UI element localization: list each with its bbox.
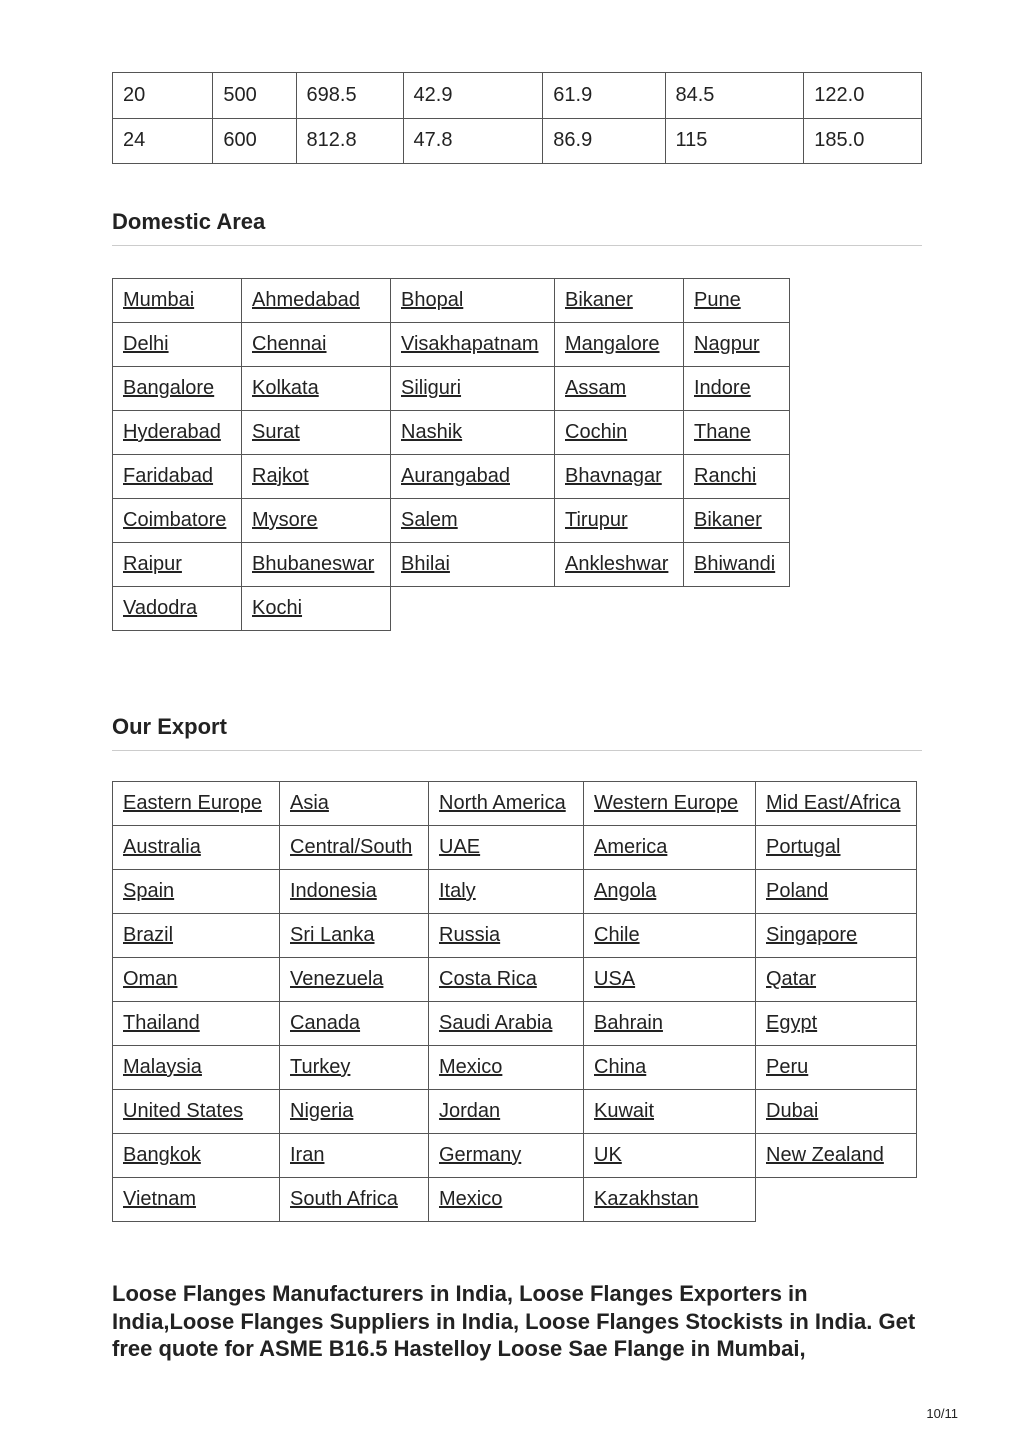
- city-cell[interactable]: [684, 543, 790, 587]
- location-link[interactable]: Cochin: [565, 421, 628, 443]
- location-link[interactable]: Ahmedabad: [252, 289, 360, 311]
- country-cell[interactable]: [584, 1046, 756, 1090]
- table-row: [113, 1046, 917, 1090]
- location-link[interactable]: Brazil: [123, 924, 174, 946]
- location-link[interactable]: United States: [123, 1100, 244, 1122]
- location-link[interactable]: Bhopal: [401, 289, 464, 311]
- country-cell[interactable]: [429, 1178, 584, 1222]
- country-cell[interactable]: [113, 870, 280, 914]
- table-row: [113, 1002, 917, 1046]
- city-cell[interactable]: [242, 323, 391, 367]
- location-link[interactable]: Nagpur: [694, 333, 760, 355]
- country-cell[interactable]: [113, 1002, 280, 1046]
- location-link[interactable]: North America: [439, 792, 566, 814]
- city-cell[interactable]: [113, 543, 242, 587]
- country-cell[interactable]: [113, 914, 280, 958]
- city-cell[interactable]: [555, 543, 684, 587]
- location-link[interactable]: Vadodra: [123, 597, 198, 619]
- location-link[interactable]: Delhi: [123, 333, 169, 355]
- location-link[interactable]: Ranchi: [694, 465, 757, 487]
- table-cell: 42.9: [403, 73, 543, 119]
- location-link[interactable]: Kolkata: [252, 377, 319, 399]
- country-cell[interactable]: [756, 1090, 917, 1134]
- location-link[interactable]: Singapore: [766, 924, 858, 946]
- country-cell[interactable]: [429, 914, 584, 958]
- city-cell[interactable]: [684, 279, 790, 323]
- table-row: [113, 587, 790, 631]
- location-link[interactable]: Surat: [252, 421, 300, 443]
- country-cell[interactable]: [756, 782, 917, 826]
- location-link[interactable]: Kazakhstan: [594, 1188, 699, 1210]
- location-link[interactable]: Chile: [594, 924, 640, 946]
- table-row: [113, 411, 790, 455]
- location-link[interactable]: America: [594, 836, 668, 858]
- table-cell: 47.8: [403, 118, 543, 164]
- location-link[interactable]: Bangkok: [123, 1144, 201, 1166]
- location-link[interactable]: Western Europe: [594, 792, 739, 814]
- table-row: [113, 543, 790, 587]
- country-cell[interactable]: [756, 826, 917, 870]
- domestic-area-table: [112, 278, 790, 631]
- location-link[interactable]: Assam: [565, 377, 627, 399]
- country-cell[interactable]: [429, 1002, 584, 1046]
- country-cell[interactable]: [584, 1090, 756, 1134]
- city-cell[interactable]: [684, 455, 790, 499]
- location-link[interactable]: Tirupur: [565, 509, 628, 531]
- location-link[interactable]: Faridabad: [123, 465, 214, 487]
- country-cell[interactable]: [584, 1134, 756, 1178]
- location-link[interactable]: Mangalore: [565, 333, 660, 355]
- city-cell[interactable]: [242, 543, 391, 587]
- location-link[interactable]: Bhavnagar: [565, 465, 662, 487]
- location-link[interactable]: Bhubaneswar: [252, 553, 375, 575]
- location-link[interactable]: Qatar: [766, 968, 817, 990]
- city-cell[interactable]: [242, 411, 391, 455]
- country-cell[interactable]: [429, 958, 584, 1002]
- location-link[interactable]: Italy: [439, 880, 476, 902]
- city-cell[interactable]: [391, 543, 555, 587]
- location-link[interactable]: New Zealand: [766, 1144, 884, 1166]
- location-link[interactable]: Rajkot: [252, 465, 309, 487]
- page-number: 10/11: [926, 1406, 958, 1421]
- country-cell[interactable]: [113, 1090, 280, 1134]
- location-link[interactable]: USA: [594, 968, 636, 990]
- city-cell[interactable]: [242, 367, 391, 411]
- country-cell[interactable]: [280, 1002, 429, 1046]
- location-link[interactable]: Angola: [594, 880, 657, 902]
- country-cell[interactable]: [280, 826, 429, 870]
- location-link[interactable]: Canada: [290, 1012, 361, 1034]
- table-row: [113, 455, 790, 499]
- table-cell: 185.0: [804, 118, 922, 164]
- location-link[interactable]: Mysore: [252, 509, 318, 531]
- country-cell[interactable]: [113, 782, 280, 826]
- table-row: [113, 499, 790, 543]
- country-cell[interactable]: [280, 1046, 429, 1090]
- location-link[interactable]: Pune: [694, 289, 741, 311]
- location-link[interactable]: China: [594, 1056, 647, 1078]
- country-cell[interactable]: [429, 870, 584, 914]
- location-link[interactable]: UAE: [439, 836, 481, 858]
- location-link[interactable]: Saudi Arabia: [439, 1012, 553, 1034]
- country-cell[interactable]: [429, 1090, 584, 1134]
- table-cell: 20: [113, 73, 213, 119]
- table-cell: 698.5: [296, 73, 403, 119]
- location-link[interactable]: Indore: [694, 377, 751, 399]
- city-cell[interactable]: [242, 279, 391, 323]
- table-row: [113, 958, 917, 1002]
- city-cell[interactable]: [391, 279, 555, 323]
- location-link[interactable]: Siliguri: [401, 377, 462, 399]
- country-cell[interactable]: [429, 826, 584, 870]
- location-link[interactable]: Visakhapatnam: [401, 333, 539, 355]
- city-cell[interactable]: [555, 411, 684, 455]
- location-link[interactable]: Ankleshwar: [565, 553, 669, 575]
- country-cell[interactable]: [280, 914, 429, 958]
- table-cell: 600: [213, 118, 296, 164]
- city-cell[interactable]: [113, 587, 242, 631]
- country-cell[interactable]: [113, 1046, 280, 1090]
- domestic-area-heading: Domestic Area: [112, 209, 922, 246]
- location-link[interactable]: Iran: [290, 1144, 325, 1166]
- city-cell[interactable]: [555, 455, 684, 499]
- location-link[interactable]: Bikaner: [694, 509, 762, 531]
- location-link[interactable]: Thailand: [123, 1012, 200, 1034]
- city-cell[interactable]: [242, 455, 391, 499]
- country-cell[interactable]: [113, 826, 280, 870]
- city-cell[interactable]: [684, 367, 790, 411]
- country-cell[interactable]: [429, 1134, 584, 1178]
- empty-cell: [684, 587, 790, 631]
- location-link[interactable]: Eastern Europe: [123, 792, 262, 814]
- our-export-table: [112, 781, 917, 1222]
- location-link[interactable]: Hyderabad: [123, 421, 221, 443]
- location-link[interactable]: Germany: [439, 1144, 522, 1166]
- location-link[interactable]: Oman: [123, 968, 178, 990]
- location-link[interactable]: Bhiwandi: [694, 553, 776, 575]
- table-cell: 115: [665, 118, 804, 164]
- table-row: [113, 73, 922, 119]
- table-cell: 24: [113, 118, 213, 164]
- location-link[interactable]: Bikaner: [565, 289, 633, 311]
- city-cell[interactable]: [555, 367, 684, 411]
- table-cell: 500: [213, 73, 296, 119]
- table-cell: 122.0: [804, 73, 922, 119]
- city-cell[interactable]: [684, 323, 790, 367]
- empty-cell: [756, 1178, 917, 1222]
- country-cell[interactable]: [113, 1134, 280, 1178]
- country-cell[interactable]: [584, 914, 756, 958]
- location-link[interactable]: Central/South: [290, 836, 413, 858]
- city-cell[interactable]: [391, 323, 555, 367]
- country-cell[interactable]: [113, 1178, 280, 1222]
- country-cell[interactable]: [584, 1002, 756, 1046]
- location-link[interactable]: Coimbatore: [123, 509, 227, 531]
- location-link[interactable]: Jordan: [439, 1100, 501, 1122]
- country-cell[interactable]: [756, 870, 917, 914]
- location-link[interactable]: Chennai: [252, 333, 327, 355]
- table-row: [113, 1134, 917, 1178]
- location-link[interactable]: Asia: [290, 792, 329, 814]
- location-link[interactable]: Venezuela: [290, 968, 384, 990]
- location-link[interactable]: Portugal: [766, 836, 841, 858]
- country-cell[interactable]: [280, 1090, 429, 1134]
- city-cell[interactable]: [391, 367, 555, 411]
- location-link[interactable]: Dubai: [766, 1100, 819, 1122]
- location-link[interactable]: Turkey: [290, 1056, 351, 1078]
- city-cell[interactable]: [684, 411, 790, 455]
- table-row: [113, 826, 917, 870]
- location-link[interactable]: Nigeria: [290, 1100, 354, 1122]
- city-cell[interactable]: [113, 279, 242, 323]
- country-cell[interactable]: [280, 782, 429, 826]
- location-link[interactable]: Aurangabad: [401, 465, 510, 487]
- country-cell[interactable]: [584, 826, 756, 870]
- city-cell[interactable]: [555, 499, 684, 543]
- footer-description: Loose Flanges Manufacturers in India, Loose Flanges Exporters in India,Loose Flanges Suppliers in India, Loose Flanges Stockists in India. Get free quote for ASME B16.5 Hastelloy Loose Sae Flange in Mumbai,: [112, 1281, 916, 1361]
- location-link[interactable]: Spain: [123, 880, 175, 902]
- table-row: [113, 914, 917, 958]
- location-link[interactable]: Bahrain: [594, 1012, 663, 1034]
- table-cell: 812.8: [296, 118, 403, 164]
- city-cell[interactable]: [391, 411, 555, 455]
- location-link[interactable]: Kuwait: [594, 1100, 655, 1122]
- city-cell[interactable]: [113, 499, 242, 543]
- location-link[interactable]: Kochi: [252, 597, 303, 619]
- location-link[interactable]: Australia: [123, 836, 201, 858]
- location-link[interactable]: South Africa: [290, 1188, 398, 1210]
- location-link[interactable]: Salem: [401, 509, 458, 531]
- location-link[interactable]: Indonesia: [290, 880, 377, 902]
- country-cell[interactable]: [756, 914, 917, 958]
- location-link[interactable]: Mexico: [439, 1056, 503, 1078]
- country-cell[interactable]: [584, 870, 756, 914]
- table-row: [113, 118, 922, 164]
- location-link[interactable]: Peru: [766, 1056, 809, 1078]
- table-row: [113, 367, 790, 411]
- location-link[interactable]: Nashik: [401, 421, 463, 443]
- location-link[interactable]: Bhilai: [401, 553, 450, 575]
- location-link[interactable]: Egypt: [766, 1012, 818, 1034]
- empty-cell: [555, 587, 684, 631]
- table-row: [113, 1178, 917, 1222]
- location-link[interactable]: Costa Rica: [439, 968, 537, 990]
- country-cell[interactable]: [113, 958, 280, 1002]
- city-cell[interactable]: [242, 587, 391, 631]
- city-cell[interactable]: [555, 279, 684, 323]
- city-cell[interactable]: [684, 499, 790, 543]
- location-link[interactable]: UK: [594, 1144, 622, 1166]
- empty-cell: [391, 587, 555, 631]
- country-cell[interactable]: [756, 958, 917, 1002]
- city-cell[interactable]: [242, 499, 391, 543]
- city-cell[interactable]: [113, 367, 242, 411]
- location-link[interactable]: Thane: [694, 421, 751, 443]
- table-row: [113, 323, 790, 367]
- country-cell[interactable]: [429, 1046, 584, 1090]
- country-cell[interactable]: [280, 1178, 429, 1222]
- location-link[interactable]: Sri Lanka: [290, 924, 375, 946]
- country-cell[interactable]: [584, 782, 756, 826]
- city-cell[interactable]: [113, 411, 242, 455]
- table-cell: 84.5: [665, 73, 804, 119]
- country-cell[interactable]: [756, 1134, 917, 1178]
- country-cell[interactable]: [584, 1178, 756, 1222]
- location-link[interactable]: Raipur: [123, 553, 182, 575]
- table-cell: 61.9: [543, 73, 665, 119]
- location-link[interactable]: Russia: [439, 924, 501, 946]
- location-link[interactable]: Mumbai: [123, 289, 195, 311]
- location-link[interactable]: Malaysia: [123, 1056, 202, 1078]
- flange-dimensions-table: [112, 72, 922, 164]
- country-cell[interactable]: [429, 782, 584, 826]
- location-link[interactable]: Mid East/Africa: [766, 792, 901, 814]
- location-link[interactable]: Poland: [766, 880, 829, 902]
- our-export-heading: Our Export: [112, 714, 922, 751]
- city-cell[interactable]: [391, 499, 555, 543]
- table-row: [113, 279, 790, 323]
- location-link[interactable]: Bangalore: [123, 377, 215, 399]
- country-cell[interactable]: [280, 1134, 429, 1178]
- location-link[interactable]: Mexico: [439, 1188, 503, 1210]
- table-row: [113, 870, 917, 914]
- table-cell: 86.9: [543, 118, 665, 164]
- city-cell[interactable]: [113, 455, 242, 499]
- country-cell[interactable]: [584, 958, 756, 1002]
- country-cell[interactable]: [756, 1002, 917, 1046]
- location-link[interactable]: Vietnam: [123, 1188, 197, 1210]
- country-cell[interactable]: [280, 958, 429, 1002]
- city-cell[interactable]: [113, 323, 242, 367]
- city-cell[interactable]: [391, 455, 555, 499]
- country-cell[interactable]: [756, 1046, 917, 1090]
- table-row: [113, 782, 917, 826]
- city-cell[interactable]: [555, 323, 684, 367]
- table-row: [113, 1090, 917, 1134]
- country-cell[interactable]: [280, 870, 429, 914]
